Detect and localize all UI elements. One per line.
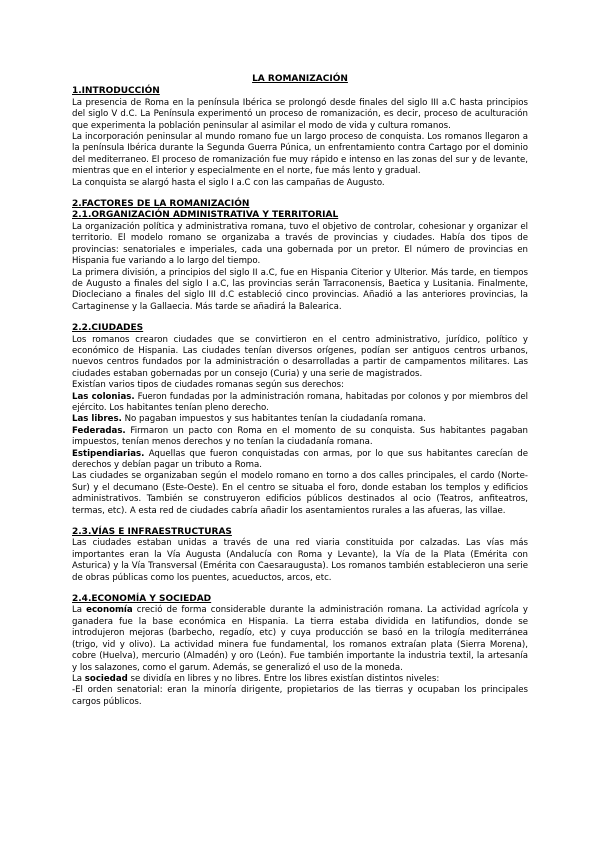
- text-run: creció de forma considerable durante la administración romana. La actividad agrícola y ganadera fue la base económica en Hispania. La tierra estaba dividida en latifundios, donde se introdujeron mejoras (barbecho, regadío, etc) y cuya producción se basó en la trilogía mediterránea (trigo, vid y olivo). La actividad minera fue fundamental, los romanos extraían plata (Sierra Morena), cobre (Huelva), mercurio (Almadén) y oro (León). Fue también importante la industria textil, la artesanía y los salazones, como el garum. Además, se generalizó el uso de la moneda.: [72, 605, 528, 673]
- text-run: La: [72, 605, 87, 616]
- city-type-name: Las colonias.: [72, 391, 135, 402]
- paragraph: [72, 605, 528, 673]
- keyword-economia: economía: [86, 605, 133, 616]
- paragraph: -El orden senatorial: eran la minoría dirigente, propietarios de las tierras y ocupaban los principales cargos públicos.: [72, 685, 528, 707]
- heading-organizacion: 2.1.ORGANIZACIÓN ADMINISTRATIVA Y TERRITORIAL: [72, 210, 339, 221]
- city-type-text: Aquellas que fueron conquistadas con armas, por lo que sus habitantes carecían de derechos y debían pagar un tributo a Roma.: [72, 448, 528, 470]
- paragraph: La organización política y administrativa romana, tuvo el objetivo de controlar, cohesionar y organizar el territorio. El modelo romano se organizaba a través de provincias y ciudades. Había dos tipos de provincias: senatoriales e imperiales, cada una gobernada por un pretor. El número de provincias en Hispania fue variando a lo largo del tiempo.: [72, 221, 528, 267]
- paragraph: Las ciudades estaban unidas a través de una red viaria constituida por calzadas. Las vías más importantes eran la Vía Augusta (Andalucía con Roma y Levante), la Vía de la Plata (Emérita con Asturica) y la Vía Transversal (Emérita con Caesaraugusta). Los romanos también establecieron una serie de obras públicas como los puentes, acueductos, arcos, etc.: [72, 538, 528, 583]
- paragraph: La incorporación peninsular al mundo romano fue un largo proceso de conquista. Los romanos llegaron a la península Ibérica durante la Segunda Guerra Púnica, un enfrentamiento contra Cartago por el dominio del mediterraneo. El proceso de romanización fue muy rápido e intenso en las zonas del sur y de levante, mientras que en el interior y especialmente en el norte, fue más lento y gradual.: [72, 132, 528, 177]
- paragraph: [72, 674, 528, 685]
- heading-economia: 2.4.ECONOMÍA Y SOCIEDAD: [72, 594, 212, 605]
- city-type-item: [72, 414, 528, 425]
- city-type-item: [72, 392, 528, 415]
- keyword-sociedad: sociedad: [84, 673, 128, 684]
- document-page: [72, 74, 528, 708]
- paragraph: La presencia de Roma en la península Ibérica se prolongó desde finales del siglo III a.C hasta principios del siglo V d.C. La Península experimentó un proceso de romanización, es decir, proceso de aculturación que experimenta la población peninsular al asimilar el modo de vida y cultura romanos.: [72, 97, 528, 131]
- city-type-name: Estipendiarias.: [72, 448, 145, 459]
- paragraph: Las ciudades se organizaban según el modelo romano en torno a dos calles principales, el cardo (Norte-Sur) y el decumano (Este-Oeste). En el centro se situaba el foro, donde estaban los templos y edificios administrativos. También se construyeron edificios públicos destinados al ocio (Teatros, anfiteatros, termas, etc). A esta red de ciudades cabría añadir los asentamientos rurales a las afueras, las villae.: [72, 471, 528, 516]
- heading-ciudades: 2.2.CIUDADES: [72, 323, 144, 334]
- city-type-item: [72, 449, 528, 472]
- city-type-text: No pagaban impuestos y sus habitantes tenían la ciudadanía romana.: [121, 414, 426, 425]
- heading-factores: 2.FACTORES DE LA ROMANIZACIÓN: [72, 199, 250, 210]
- paragraph: La conquista se alargó hasta el siglo I a.C con las campañas de Augusto.: [72, 177, 385, 188]
- city-type-name: Las libres.: [72, 414, 122, 425]
- paragraph: La primera división, a principios del siglo II a.C, fue en Hispania Citerior y Ulterior. Más tarde, en tiempos de Augusto a finales del siglo I a.C, las provincias serán Tarraconensis, Baetica y Lusitania. Finalmente, Diocleciano a finales del siglo III d.C estableció cinco provincias. Añadió a las anteriores provincias, la Cartaginense y la Gallaecia. Más tarde se añadirá la Balearica.: [72, 267, 528, 312]
- document-title: LA ROMANIZACIÓN: [252, 74, 348, 84]
- city-type-text: Firmaron un pacto con Roma en el momento de su conquista. Sus habitantes pagaban impuestos, tenían menos derechos y no tenían la ciudadanía romana.: [72, 425, 528, 448]
- heading-introduccion: 1.INTRODUCCIÓN: [72, 86, 160, 97]
- paragraph: Existían varios tipos de ciudades romanas según sus derechos:: [72, 380, 345, 391]
- city-type-item: [72, 426, 528, 449]
- city-type-text: Fueron fundadas por la administración romana, habitadas por colonos y por miembros del ejército. Los habitantes tenían pleno derecho.: [72, 391, 528, 413]
- text-run: se dividía en libres y no libres. Entre los libres existían distintos niveles:: [127, 673, 440, 684]
- paragraph: Los romanos crearon ciudades que se convirtieron en el centro administrativo, jurídico, político y económico de Hispania. Las ciudades tenían diversos orígenes, podían ser antiguos centros urbanos, nuevos centros fundados por la administración o desarrolladas a partir de campamentos militares. Las ciudades estaban gobernadas por un consejo (Curia) y una serie de magistrados.: [72, 334, 528, 379]
- city-type-name: Federadas.: [72, 425, 126, 436]
- heading-vias: 2.3.VÍAS E INFRAESTRUCTURAS: [72, 527, 232, 538]
- text-run: La: [72, 673, 85, 684]
